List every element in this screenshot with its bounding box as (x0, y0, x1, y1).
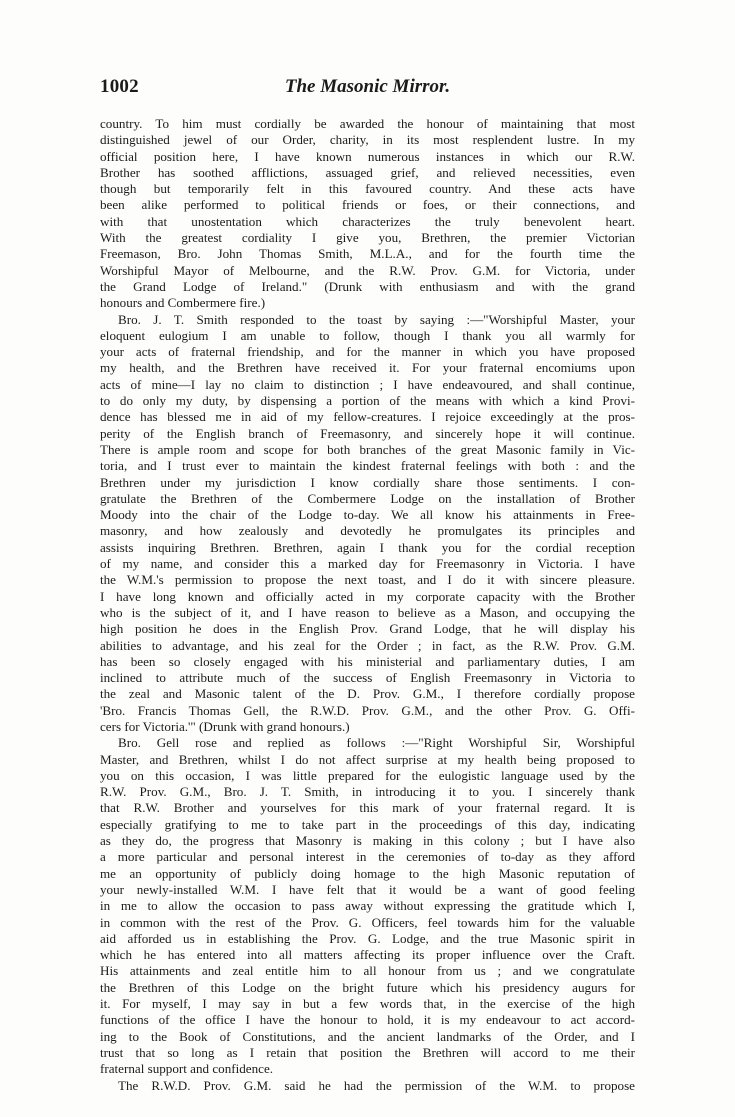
text-line: inclined to attribute much of the success of English Freemasonry in Victoria to (100, 670, 635, 686)
page-header (100, 76, 635, 102)
text-line: Bro. J. T. Smith responded to the toast by saying :—"Worshipful Master, your (118, 311, 635, 327)
text-line: Freemason, Bro. John Thomas Smith, M.L.A., and for the fourth time the (100, 246, 635, 262)
text-line: fraternal support and confidence. (100, 1061, 274, 1077)
text-line: official position here, I have known numerous instances in which our R.W. (100, 148, 635, 164)
text-line: to do only my duty, by dispensing a portion of the means with which a kind Provi- (100, 393, 635, 409)
text-line: dence has blessed me in aid of my fellow-creatures. I rejoice exceedingly at the pros- (100, 409, 635, 425)
text-line: high position he does in the English Prov. Grand Lodge, that he will display his (100, 621, 635, 637)
running-title: The Masonic Mirror. (284, 76, 451, 97)
text-line: in common with the rest of the Prov. G. Officers, feel towards him for the valuable (100, 914, 635, 930)
text-line: Brethren under my jurisdiction I know cordially share those sentiments. I con- (100, 474, 635, 490)
text-line: There is ample room and scope for both branches of the great Masonic family in Vic- (100, 441, 635, 457)
text-line: ing to the Book of Constitutions, and the ancient landmarks of the Order, and I (100, 1028, 635, 1044)
text-line: perity of the English branch of Freemasonry, and sincerely hope it will continue. (100, 425, 635, 441)
text-line: Master, and Brethren, whilst I do not affect surprise at my health being proposed to (100, 751, 635, 767)
text-line: country. To him must cordially be awarded the honour of maintaining that most (100, 116, 635, 131)
text-line: as they do, the progress that Masonry is making in this colony ; but I have also (100, 833, 635, 849)
text-line: honours and Combermere fire.) (100, 295, 266, 311)
page-number: 1002 (100, 76, 139, 97)
text-line: the Grand Lodge of Ireland." (Drunk with enthusiasm and with the grand (100, 278, 635, 294)
text-line: a more particular and personal interest in the ceremonies of to-day as they afford (100, 849, 635, 865)
text-line: I have long known and officially acted in my corporate capacity with the Brother (100, 588, 635, 604)
text-line: aid afforded us in establishing the Prov. G. Lodge, and the true Masonic spirit in (100, 930, 635, 946)
text-line: masonry, and how zealously and devotedly he promulgates its principles and (100, 523, 635, 539)
text-line: the W.M.'s permission to propose the next toast, and I do it with sincere pleasure. (100, 572, 635, 588)
text-line: R.W. Prov. G.M., Bro. J. T. Smith, in introducing it to you. I sincerely thank (100, 784, 635, 800)
text-line: eloquent eulogium I am unable to follow, though I thank you all warmly for (100, 327, 635, 343)
text-line: trust that so long as I retain that position the Brethren will accord to me their (100, 1044, 635, 1060)
text-line: you on this occasion, I was little prepared for the eulogistic language used by the (100, 767, 635, 783)
text-line: The R.W.D. Prov. G.M. said he had the permission of the W.M. to propose (118, 1077, 635, 1093)
text-line: acts of mine—I lay no claim to distinction ; I have endeavoured, and shall continue, (100, 376, 635, 392)
text-line: especially gratifying to me to take part in the proceedings of this day, indicating (100, 816, 635, 832)
text-line: it. For myself, I may say in but a few words that, in the exercise of the high (100, 996, 635, 1012)
text-line: With the greatest cordiality I give you, Brethren, the premier Victorian (100, 230, 635, 246)
text-line: Moody into the chair of the Lodge to-day. We all know his attainments in Free- (100, 507, 635, 523)
text-line: the Brethren of this Lodge on the bright future which his presidency augurs for (100, 979, 635, 995)
text-line: your acts of fraternal friendship, and for the manner in which you have proposed (100, 344, 635, 360)
text-line: the zeal and Masonic talent of the D. Prov. G.M., I therefore cordially propose (100, 686, 635, 702)
text-line: been alike performed to political friends or foes, or their connections, and (100, 197, 635, 213)
text-line: Bro. Gell rose and replied as follows :—"Right Worshipful Sir, Worshipful (118, 735, 635, 751)
text-line: His attainments and zeal entitle him to all honour from us ; and we congratulate (100, 963, 635, 979)
text-line: functions of the office I have the honour to hold, it is my endeavour to act accord- (100, 1012, 635, 1028)
text-line: though but temporarily felt in this favoured country. And these acts have (100, 181, 635, 197)
text-line: assists inquiring Brethren. Brethren, again I thank you for the cordial reception (100, 539, 635, 555)
text-line: abilities to advantage, and his zeal for the Order ; in fact, as the R.W. Prov. G.M. (100, 637, 635, 653)
text-line: who is the subject of it, and I have reason to believe as a Mason, and occupying the (100, 604, 635, 620)
text-line: my health, and the Brethren have received it. For your fraternal encomiums upon (100, 360, 635, 376)
text-line: Brother has soothed afflictions, assuaged grief, and relieved necessities, even (100, 164, 635, 180)
article-body (100, 116, 635, 1094)
text-line: has been so closely engaged with his ministerial and parliamentary duties, I am (100, 653, 635, 669)
text-line: cers for Victoria.'" (Drunk with grand honours.) (100, 718, 350, 734)
text-line: me an opportunity of publicly doing homage to the high Masonic reputation of (100, 865, 635, 881)
text-line: that R.W. Brother and yourselves for this mark of your fraternal regard. It is (100, 800, 635, 816)
text-line: Worshipful Mayor of Melbourne, and the R.W. Prov. G.M. for Victoria, under (100, 262, 635, 278)
text-line: toria, and I trust ever to maintain the kindest fraternal feelings with both : and the (100, 458, 635, 474)
text-line: distinguished jewel of our Order, charity, in its most resplendent lustre. In my (100, 132, 635, 148)
text-line: your newly-installed W.M. I have felt that it would be a want of good feeling (100, 881, 635, 897)
text-line: with that unostentation which characterizes the truly benevolent heart. (100, 213, 635, 229)
text-line: in me to allow the occasion to pass away without expressing the gratitude which I, (100, 898, 635, 914)
text-line: 'Bro. Francis Thomas Gell, the R.W.D. Prov. G.M., and the other Prov. G. Offi- (100, 702, 635, 718)
text-line: gratulate the Brethren of the Combermere Lodge on the installation of Brother (100, 490, 635, 506)
text-line: of my name, and consider this a marked day for Freemasonry in Victoria. I have (100, 556, 635, 572)
text-line: which he has entered into all matters affecting its proper influence over the Craft. (100, 947, 635, 963)
